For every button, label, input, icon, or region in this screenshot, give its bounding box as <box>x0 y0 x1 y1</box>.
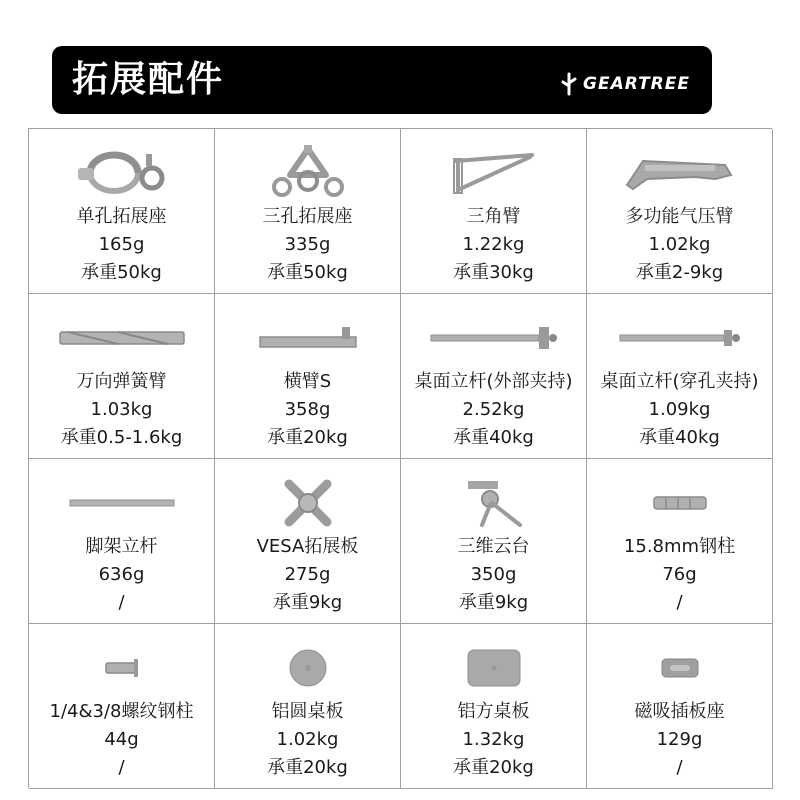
item-load: / <box>676 757 683 778</box>
page-title: 拓展配件 <box>72 59 225 100</box>
accessory-card <box>401 459 587 624</box>
item-name: VESA拓展板 <box>256 536 359 557</box>
accessory-card <box>29 129 215 294</box>
brand-name: GEARTREE <box>583 74 690 94</box>
item-load: 承重50kg <box>81 262 162 283</box>
accessory-card <box>587 624 773 789</box>
item-name: 桌面立杆(外部夹持) <box>414 371 573 392</box>
item-load: 承重40kg <box>639 427 720 448</box>
item-weight: 1.03kg <box>90 399 153 420</box>
gas-spring-arm-icon <box>625 153 735 193</box>
triple-hole-mount-icon <box>268 145 348 201</box>
item-weight: 335g <box>284 234 331 255</box>
steel-rod-icon <box>652 493 708 513</box>
spring-arm-icon <box>58 328 186 348</box>
thread-rod-icon <box>104 657 140 679</box>
item-name: 桌面立杆(穿孔夹持) <box>600 371 759 392</box>
item-weight: 1.22kg <box>462 234 525 255</box>
item-name: 脚架立杆 <box>85 536 158 557</box>
item-weight: 350g <box>470 564 517 585</box>
desk-pole-clamp-icon <box>429 323 559 353</box>
item-name: 1/4&3/8螺纹钢柱 <box>49 701 194 722</box>
item-weight: 1.32kg <box>462 729 525 750</box>
item-name: 铝圆桌板 <box>271 701 344 722</box>
item-name: 万向弹簧臂 <box>76 371 167 392</box>
vesa-plate-icon <box>283 478 333 528</box>
brand-logo <box>559 72 690 96</box>
item-name: 单孔拓展座 <box>76 206 167 227</box>
item-weight: 1.02kg <box>648 234 711 255</box>
item-load: 承重40kg <box>453 427 534 448</box>
item-load: 承重9kg <box>458 592 529 613</box>
item-weight: 44g <box>104 729 139 750</box>
item-load: 承重20kg <box>267 427 348 448</box>
accessory-card <box>29 294 215 459</box>
item-name: 15.8mm钢柱 <box>623 536 736 557</box>
item-load: / <box>118 592 125 613</box>
crossbar-icon <box>258 323 358 353</box>
item-name: 磁吸插板座 <box>634 701 725 722</box>
accessory-card <box>587 294 773 459</box>
accessory-card <box>401 624 587 789</box>
item-weight: 2.52kg <box>462 399 525 420</box>
item-weight: 275g <box>284 564 331 585</box>
ball-head-icon <box>462 477 526 529</box>
accessory-card <box>215 294 401 459</box>
item-weight: 1.09kg <box>648 399 711 420</box>
item-name: 三孔拓展座 <box>262 206 353 227</box>
header-banner <box>52 46 712 114</box>
item-load: 承重0.5-1.6kg <box>60 427 183 448</box>
item-weight: 636g <box>98 564 145 585</box>
item-weight: 76g <box>662 564 697 585</box>
accessory-card <box>401 294 587 459</box>
accessory-card <box>215 129 401 294</box>
accessory-card <box>29 624 215 789</box>
desk-pole-grommet-icon <box>618 326 742 350</box>
item-name: 铝方桌板 <box>457 701 530 722</box>
item-load: 承重9kg <box>272 592 343 613</box>
item-weight: 129g <box>656 729 703 750</box>
tripod-pole-icon <box>68 496 176 510</box>
accessory-card <box>587 129 773 294</box>
item-load: 承重20kg <box>267 757 348 778</box>
item-load: 承重30kg <box>453 262 534 283</box>
accessory-card <box>215 459 401 624</box>
single-hole-clamp-icon <box>72 148 172 198</box>
item-load: / <box>118 757 125 778</box>
square-plate-icon <box>466 648 522 688</box>
triangle-arm-icon <box>452 151 536 195</box>
accessory-card <box>215 624 401 789</box>
item-load: 承重2-9kg <box>635 262 724 283</box>
accessory-card <box>401 129 587 294</box>
accessory-card <box>29 459 215 624</box>
round-plate-icon <box>288 648 328 688</box>
item-name: 三维云台 <box>457 536 530 557</box>
item-weight: 165g <box>98 234 145 255</box>
magnetic-socket-icon <box>660 657 700 679</box>
tree-logo-icon <box>559 72 579 96</box>
item-weight: 358g <box>284 399 331 420</box>
item-load: 承重50kg <box>267 262 348 283</box>
item-weight: 1.02kg <box>276 729 339 750</box>
accessory-card <box>587 459 773 624</box>
item-name: 多功能气压臂 <box>625 206 734 227</box>
item-name: 三角臂 <box>466 206 521 227</box>
accessory-grid <box>28 128 772 788</box>
item-name: 横臂S <box>283 371 332 392</box>
item-load: / <box>676 592 683 613</box>
item-load: 承重20kg <box>453 757 534 778</box>
